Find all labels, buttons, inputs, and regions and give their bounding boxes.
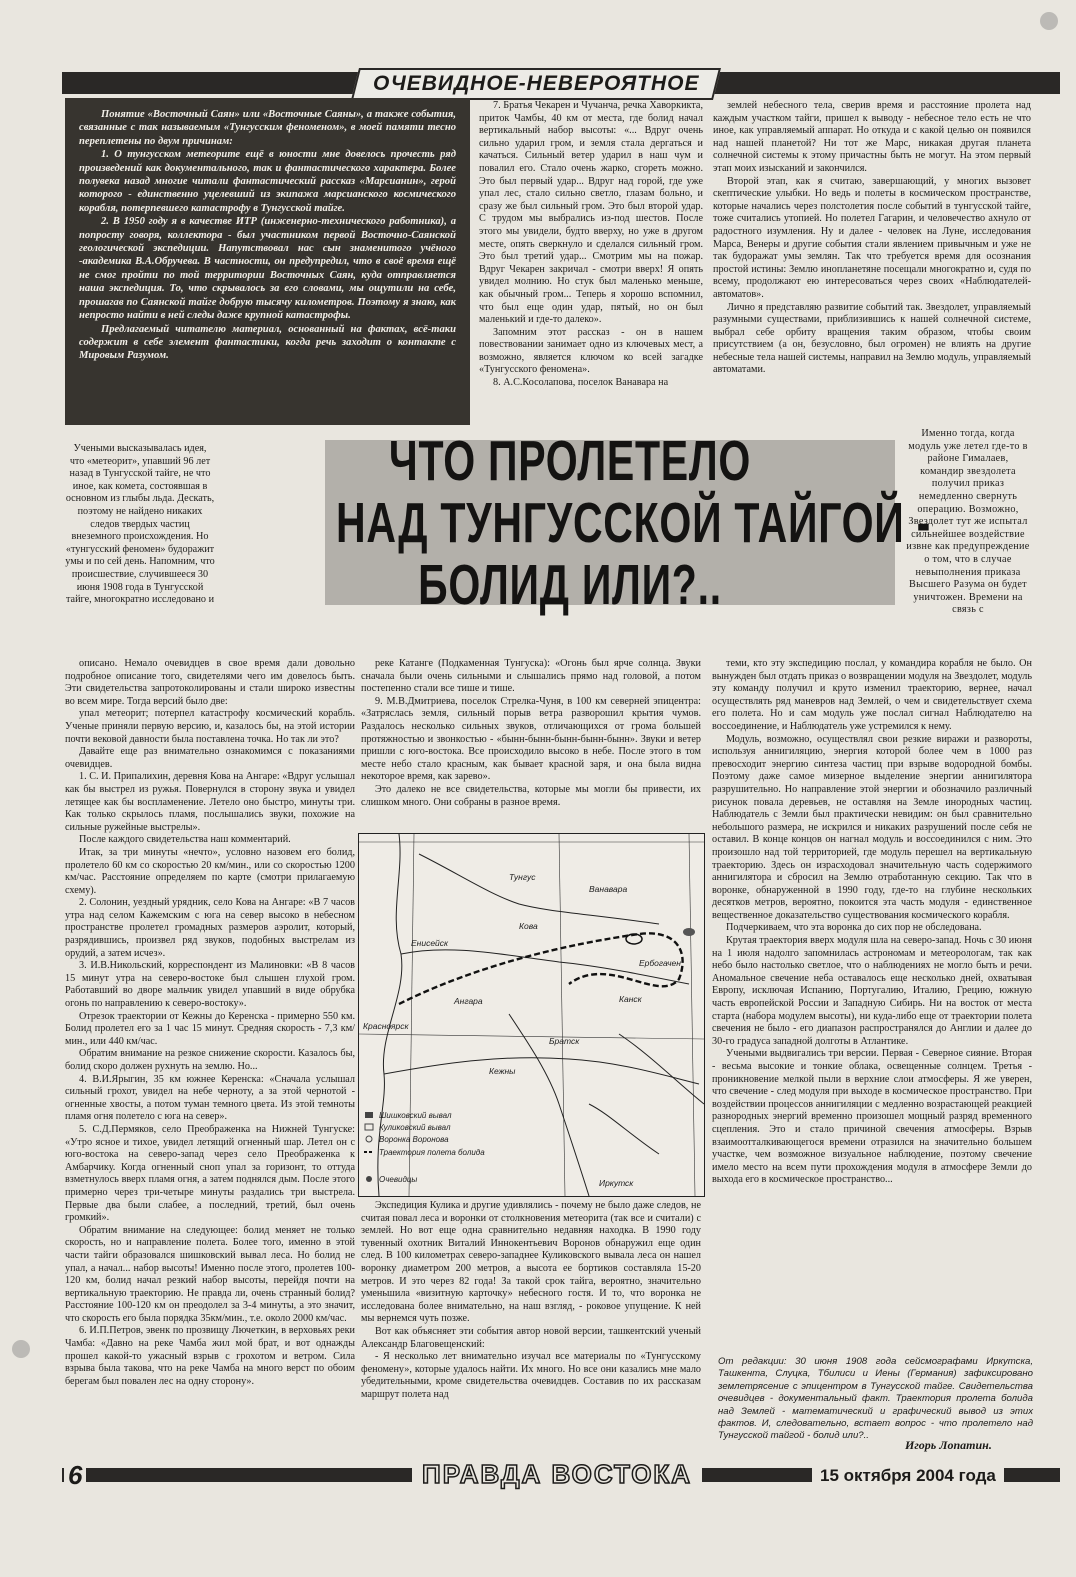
column-1: [65, 658, 355, 1458]
text-paragraph: упал метеорит; потерпел катастрофу космический корабль. Ученые приняли первую версию, и, казалось бы, на этой истории почти вековой давности была поставлена точка. Но так ли это?: [65, 708, 355, 745]
map-label: Ванавара: [589, 884, 628, 894]
text-paragraph: - Я несколько лет внимательно изучал все материалы по «Тунгусскому феномену», которые удалось найти. Их много. Но все они казались мне мало убедительными, кроме свидетельства очевидцев. Составив по их рассказам маршрут полета над: [361, 1351, 701, 1400]
text-paragraph: Давайте еще раз внимательно ознакомимся с показаниями очевидцев.: [65, 746, 355, 770]
intro-paragraph: Предлагаемый читателю материал, основанный на фактах, всё-таки содержит в себе элемент фантастики, когда речь заходит о контакте с Мировым Разумом.: [79, 323, 456, 362]
text-paragraph: Экспедиция Кулика и другие удивлялись - почему не было даже следов, не считая повал леса и воронки от столкновения метеорита (так все и считали) с землей. Но вот еще одна сравнительно недавняя находка. В 1990 году тувенный охотник Виталий Иннокентьевич Воронов обнаружил еще один след. В 100 километрах северо-западнее Куликовского вывала леса он нашел воронку диаметром 200 метров, а высота ее бортиков составляла 15-20 метров. И это через 82 года! За такой срок тайга, вероятно, значительно уменьшила «визитную карточку» небесного гостя. И то, что воронка не исследована более внимательно, на наш взгляд, - роковое упущение. К ней мы вернемся чуть позже.: [361, 1200, 701, 1325]
map-label: Братск: [549, 1036, 580, 1046]
headline-line: ЧТО ПРОЛЕТЕЛО: [388, 429, 752, 493]
text-paragraph: После каждого свидетельства наш комментарий.: [79, 834, 291, 846]
text-paragraph: Это далеко не все свидетельства, которые мы могли бы привести, их слишком много. Они собраны в разное время.: [361, 783, 701, 808]
text-paragraph: реке Катанге (Подкаменная Тунгуска): «Огонь был ярче солнца. Звуки сначала были очень сильными и слышались прямо над головой, а потом постепенно стали все тише и тише.: [361, 658, 701, 695]
text-paragraph: Вот как объясняет эти события автор новой версии, ташкентский ученый Александр Благовещенский:: [361, 1325, 701, 1350]
editorial-note: От редакции: 30 июня 1908 года сейсмографами Иркутска, Ташкента, Слуцка, Тбилиси и Иены (Германия) зафиксировано землетрясение с эпицентром в Тунгусской тайге. Свидетельства очевидцев - документальный факт. Траектория пролета болида над Землей - математический и графический вывод из этих фактов. И, следовательно, встает вопрос - что пролетело над Тунгусской тайгой - болид или?..: [718, 1356, 1033, 1442]
text-paragraph: теми, кто эту экспедицию послал, у командира корабля не было. Он вынужден был отдать приказ о возвращении модуля на Звездолет, модуль эту команду получил и круто изменил траекторию, вернее, начал осуществлять ряд маневров над Землей, о чем и свидетельствует схема его полета. Но и сам модуль уже послал сигнал Наблюдателю на воссоединение, и Наблюдатель уже устремился к нему.: [712, 658, 1032, 732]
rubric-tag: [351, 68, 721, 100]
map-legend-item: Шишковский вывал: [379, 1111, 452, 1120]
map-drawing: [359, 834, 704, 1196]
map-label: Канск: [619, 994, 642, 1004]
text-paragraph: Крутая траектория вверх модуля шла на северо-запад. Ночь с 30 июня на 1 июля надолго запомнилась астрономам и метеорологам, так как небо было настолько светлое, что о наблюдениях не могло быть и речи. Аномальное свечение неба оставалось еще несколько дней, охватывая Европу, исключая Испанию, Португалию, Италию, Грецию, южную часть европейской России и Западную Сибирь. Ни на восток от места старта (набора модулем высоты), ни куда-либо еще от траектории полета свечения не было - его диапазон распространялся до Англии и далее до 30-го градуса западной долготы в Атлантике.: [712, 935, 1032, 1047]
map-legend-item: Траектория полета болида: [379, 1148, 485, 1157]
map-label: Иркутск: [599, 1178, 634, 1188]
map-label: Тунгус: [509, 872, 536, 882]
text-paragraph: Именно тогда, когда модуль уже летел где-то в районе Гималаев, командир звездолета получил приказ немедленно свернуть операцию. Возможно, Звездолет тут же испытал сильнейшее воздействие извне как предупреждение о том, что в случае невыполнения приказа Высшего Разума он будет уничтожен. Времени на связь с: [906, 428, 1030, 616]
headline-line: БОЛИД ИЛИ?..: [418, 553, 722, 617]
map-label: Кежны: [489, 1066, 516, 1076]
column-2-middle: [361, 658, 701, 826]
text-paragraph: Учеными выдвигались три версии. Первая - Северное сияние. Вторая - весьма высокие и тонкие облака, освещенные солнцем. Третья - проникновение мелкой пыли в верхние слои атмосферы. Я же уверен, что свечение - след модуля при выходе в космическое пространство. При воздействии процессов аннигиляции с медленно возрастающей реакцией разнородных энергий временно произошел мощный разряд временного сцепления. Это и стало причиной свечения атмосферы. Взрыв взаимоотталкивающегося времени отразился на значительно большем участке, чем возможное визуальное наблюдение, поэтому свечение имело место на всем пути прохождения модуля в атмосфере Земли до выхода его в космическое пространство...: [712, 1048, 1032, 1186]
text-paragraph: Модуль, возможно, осуществлял свои резкие виражи и развороты, используя аннигиляцию, энергия которой более чем в 1000 раз превосходит энергию синтеза частиц при взрыве водородной бомбы. Поэтому даже самое мизерное выделение энергии аннигилятора разрушительно. Но направление этой энергии и обозначило различный рисунок повала деревьев, не оставляя на Земле инородных частиц. Наблюдатель с Земли был практически невидим: он был сравнительно небольшого размера, не искрился и никаких разрушений после себя не оставил. В конце концов он нагнал модуль и воссоединился с ним. Это произошло над той территорией, где модуль перешел на вертикальную траекторию. Здесь он израсходовал значительную часть содержимого аннигилятора и сбросил на Землю отработанную секцию. Так что в воронке, обнаруженной в 1990 году, где-то на глубине нескольких десятков метров, вероятно, покоится эта часть модуля - единственное вещественное доказательство существования космического корабля.: [712, 733, 1032, 921]
column-2-top: [479, 100, 703, 422]
rubric-title: ОЧЕВИДНОЕ-НЕВЕРОЯТНОЕ: [373, 72, 700, 95]
text-paragraph: Итак, за три минуты «нечто», условно назовем его болид, пролетело 60 км со скоростью 20 км/мин., или со скоростью 1200 км/час. Расстояние определяем по карте (смотри прилагаемую схему).: [65, 846, 355, 896]
text-paragraph: 3. И.В.Никольский, корреспондент из Малиновки: «В 8 часов 15 минут утра на северо-востоке был слышен глухой гром. Работавший во дворе мальчик увидел упавший в виде обрубка огонь по направлению к северо-востоку».: [65, 960, 355, 1010]
punch-hole: [1040, 12, 1058, 30]
map-label: Кова: [519, 921, 538, 931]
map-legend-item: Очевидцы: [379, 1175, 418, 1184]
column-3-top: [713, 100, 1031, 426]
issue-date: 15 октября 2004 года: [812, 1463, 1004, 1489]
punch-hole: [12, 1340, 30, 1358]
column-1-narrow: [65, 443, 215, 657]
headline: [245, 429, 932, 640]
intro-box: [65, 98, 470, 425]
text-paragraph: описано. Немало очевидцев в свое время дали довольно подробное описание того, свидетелями чего им довелось быть. Эти свидетельства запротоколированы и стали широко известны во всем мире. Тогда версий было две:: [65, 658, 355, 707]
text-paragraph: 7. Братья Чекарен и Чучанча, речка Хаворкикта, приток Чамбы, 40 км от места, где болид начал вертикальный набор высоты: «... Вдруг очень сильно ударил гром, и земля стала дергаться и качаться. Сильный ветер ударил в наш чум и повалил его. Стало очень жарко, сгореть можно. Это был первый удар... Вдруг над горой, где уже упал лес, стало сильно светло, глазам больно, и сразу же был сильный гром. Это был второй удар. С трудом мы выбрались из-под шестов. После этого мы увидели, будто вверху, но уже в другом месте, опять сверкнуло и сделался сильный гром. Это был третий удар... Смотрим мы на пожар. Вдруг Чекарен закричал - смотри вверх! Я опять увидел молнию. Но стук был маленько меньше, как обычный гром... Теперь я хорошо вспомнил, что был еще один удар, пятый, но он был маленький и где-то далеко».: [479, 100, 703, 326]
column-2-bottom: [361, 1200, 701, 1458]
trajectory-map: [358, 833, 705, 1197]
text-paragraph: землей небесного тела, сверив время и расстояние пролета над каждым участком тайги, пришел к выводу - небесное тело есть не что иное, как управляемый аппарат. Но откуда и с какой целью он появился над нашей планетой? Ни тот же Марс, никакая другая планета солнечной системы к этому причастны быть не могут. На этом первый этап моих изысканий и закончился.: [713, 100, 1031, 174]
text-paragraph: Обратим внимание на резкое снижение скорости. Казалось бы, болид скоро должен рухнуть на землю. Но...: [65, 1048, 355, 1072]
map-label: Ербогачен: [639, 958, 681, 968]
headline-line: НАД ТУНГУССКОЙ ТАЙГОЙ -: [336, 491, 932, 555]
page-number: 6: [64, 1460, 86, 1491]
text-paragraph: 9. М.В.Дмитриева, поселок Стрелка-Чуня, в 100 км северней эпицентра: «Затряслась земля, сильный порыв ветра разворошил крытия чумов. Раздалось несколько сильных звуков, отличающихся от грома большей протяжностью и звонкостью - «бынн-бынн-бынн-бынн-бынн». Звуки и ветер пришли с юго-востока. Все происходило высоко в небе. После этого в том месте небо стало красным, как бывает красной заря, и она была видна некоторое время, как зарево».: [361, 695, 701, 783]
map-label: Енисейск: [411, 938, 449, 948]
text-paragraph: 6. И.П.Петров, эвенк по прозвищу Лючеткин, в верховьях реки Чамба: «Давно на реке Чамба жил мой брат, и вот однажды прошел какой-то ужасный взрыв с грохотом и ветром. Сила взрыва была такова, что на реке Чамба на много верст по обоим берегам был повален лес на одну сторону».: [65, 1325, 355, 1387]
text-paragraph: Второй этап, как я считаю, завершающий, у многих вызовет скептические улыбки. Но ведь и полеты в космическом пространстве, которые начались через полстолетия после событий в тунгусской тайге, тоже считались утопией. Но полетел Гагарин, и человечество ахнуло от радостного изумления. Ну и далее - человек на Луне, исследования Марса, Венеры и другие события стали явлением привычным и уже не так будоражат умы землян. Так что требуется время для осознания простой истины: Землю инопланетяне посещали многократно и, судя по всему, продолжают ею интересоваться через своих «Наблюдателей-автоматов».: [713, 175, 1031, 300]
text-paragraph: 4. В.И.Ярыгин, 35 км южнее Керенска: «Сначала услышал сильный грохот, увидел на небе черноту, а за этой чернотой - огненные хвосты, а потом туман темного цвета. Из этой темноты пламя огня полетело с юга на север».: [65, 1073, 355, 1123]
column-3-lower: [712, 658, 1032, 1348]
text-paragraph: Отрезок траектории от Кежны до Керенска - примерно 550 км. Болид пролетел его за 1 час 15 минут. Средняя скорость - 7,3 км/мин., или 440 км/час.: [65, 1010, 355, 1047]
map-label: Ангара: [454, 996, 483, 1006]
text-paragraph: 2. Солонин, уездный урядник, село Кова на Ангаре: «В 7 часов утра над селом Кажемским с юга на север высоко в небесном пространстве пролетел громадных размеров аэролит, который, разрядившись, произвел ряд звуков, подобных выстрелам из орудий, а затем исчез».: [65, 897, 355, 959]
intro-paragraph: 1. О тунгусском метеорите ещё в юности мне довелось прочесть ряд произведений как документального, так и фантастического характера. Более полувека назад многие читали фантастический рассказ «Марсианин», герой которого - единственно уцелевший из экипажа марсианского космического корабля, потерпевшего катастрофу в Тунгусской тайге.: [79, 149, 456, 214]
text-paragraph: Обратим внимание на следующее: болид меняет не только скорость, но и направление полета. Более того, именно в этой части тайги образовался шишковский вывал леса. Но болид не упал, а начал... набор высоты! Именно после этого, пролетев 100-120 км, болид начал резкий набор высоты, перейдя почти на вертикальную траекторию. Не правда ли, очень странный болид? Расстояние 100-120 км он преодолел за 3-4 минуты, а это значит, что скорость его была порядка 35км/мин., т.е. около 2000 км/час.: [65, 1224, 355, 1324]
text-paragraph: Подчеркиваем, что эта воронка до сих пор не обследована.: [726, 922, 982, 934]
author-signature: Игорь Лопатин.: [905, 1438, 992, 1452]
map-label: Красноярск: [363, 1021, 409, 1031]
map-legend-item: Куликовский вывал: [379, 1123, 451, 1132]
text-paragraph: Лично я представляю развитие событий так. Звездолет, управляемый разумными существами, приблизившись к нашей солнечной системе, выбрал себе орбиту вращения таким образом, чтобы своим присутствием (а он, безусловно, был огромен) не влиять на другие небесные тела нашей системы, направил на Землю модуль, управляемый автоматами.: [713, 301, 1031, 376]
newspaper-name: ПРАВДА ВОСТОКА: [412, 1459, 702, 1489]
text-paragraph: 1. С. И. Припалихин, деревня Кова на Ангаре: «Вдруг услышал как бы выстрел из ружья. Повернулся в сторону звука и увидел летящее как бы воспламенение. Летело оно быстро, минуты три. Как только скрылось пламя, послышались звуки, похожие на сильные ружейные выстрелы».: [65, 771, 355, 833]
intro-paragraph: 2. В 1950 году я в качестве ИТР (инженерно-технического работника), а попросту говоря, коллектора - был участником первой Восточно-Саянской геологической экспедиции. Напутствовал нас сын знаменитого учёного -академика В.А.Обручева. В частности, он предупредил, что в своё время ещё не смог пройти по той территории Восточных Саян, куда отправляется наша экспедиция. То, что скрывалось за его словами, мы ощутили на себе, прошагав по Саянской тайге добрую тысячу километров. Поэтому я знаю, как непросто найти в ней следы даже крупной катастрофы.: [79, 216, 456, 322]
text-paragraph: Запомним этот рассказ - он в нашем повествовании занимает одно из ключевых мест, а возможно, является ключом ко всей загадке «Тунгусского феномена».: [479, 326, 703, 376]
intro-paragraph: Понятие «Восточный Саян» или «Восточные Саяны», а также события, связанные с так называемым «Тунгусским феноменом», в моей памяти тесно переплетены по двум причинам:: [79, 109, 456, 147]
map-legend-item: Воронка Воронова: [379, 1135, 449, 1144]
text-paragraph: 5. С.Д.Пермяков, село Преображенка на Нижней Тунгуске: «Утро ясное и тихое, увидел летящий огненный шар. Летел он с юго-востока на северо-запад через село Преображенка к Амбарчику. Когда огненный сноп упал за горизонт, то оттуда взметнулось вверх пламя огня, а затем поднялся дым. После этого примерно через три-четыре минуты раздались три выстрела. Первые два были слабее, а последний, третий, был очень громкий».: [65, 1123, 355, 1224]
text-paragraph: Учеными высказывалась идея, что «метеорит», упавший 96 лет назад в Тунгусской тайге, не что иное, как комета, состоявшая в основном из глыбы льда. Дескать, поэтому не найдено никаких следов твердых частиц внеземного происхождения. Но «тунгусский феномен» будоражит умы и по сей день. Напомним, что происшествие, случившееся 30 июня 1908 года в Тунгусской тайге, многократно исследовано и: [65, 443, 215, 606]
text-paragraph: 8. А.С.Косолапова, поселок Ванавара на: [493, 377, 669, 389]
